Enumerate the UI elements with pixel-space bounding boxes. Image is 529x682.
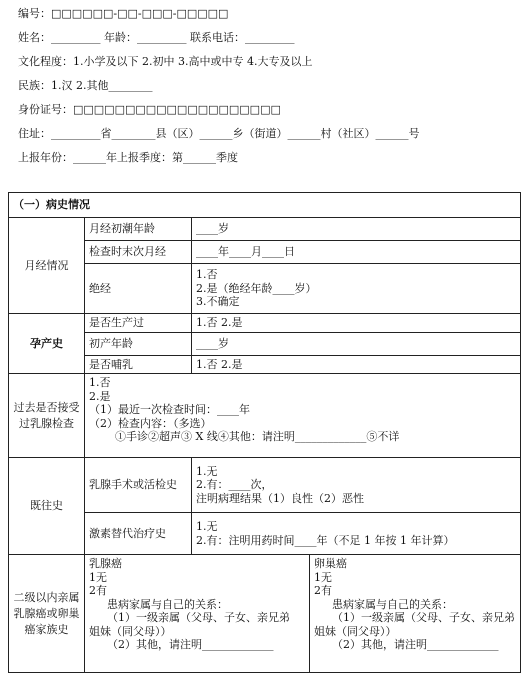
- menopause-option-2[interactable]: 2.是（绝经年龄____岁）: [196, 281, 317, 295]
- section-title-row: [9, 193, 521, 218]
- surgery-biopsy-label: 乳腺手术或活检史: [85, 458, 192, 513]
- table-row: [9, 513, 521, 555]
- given-birth-label: 是否生产过: [85, 314, 192, 333]
- id-number-field[interactable]: 身份证号：□□□□□□□□□□□□□□□□□□□□: [18, 103, 281, 116]
- surgery-biopsy-options[interactable]: [192, 458, 521, 513]
- breast-cancer-line-5[interactable]: 姐妹（同父母））: [89, 624, 172, 638]
- table-row: [9, 555, 521, 673]
- prior-exam-line-3[interactable]: （1）最近一次检查时间：____年: [89, 403, 250, 416]
- menarche-age-label: 月经初潮年龄: [85, 218, 192, 241]
- education-field[interactable]: 文化程度：1.小学及以下 2.初中 3.高中或中专 4.大专及以上: [18, 55, 313, 68]
- table-row: [9, 314, 521, 333]
- table-row: [9, 241, 521, 264]
- ovarian-cancer-family-history[interactable]: [310, 555, 521, 673]
- hrt-label: 激素替代治疗史: [85, 513, 192, 555]
- ovarian-cancer-line-4[interactable]: （1）一级亲属（父母、子女、亲兄弟: [332, 611, 515, 624]
- breast-cancer-line-4[interactable]: （1）一级亲属（父母、子女、亲兄弟: [107, 611, 290, 624]
- family-history-label: 二级以内亲属乳腺癌或卵巢癌家族史: [9, 555, 85, 673]
- hrt-options[interactable]: [192, 513, 521, 555]
- breastfeeding-options[interactable]: 1.否 2.是: [192, 355, 521, 374]
- section-title: （一）病史情况: [9, 193, 521, 218]
- breast-cancer-line-6[interactable]: （2）其他，请注明_____________: [107, 638, 274, 651]
- prior-exam-label: 过去是否接受过乳腺检查: [9, 374, 85, 458]
- table-row: [9, 355, 521, 374]
- menopause-option-1[interactable]: 1.否: [196, 268, 218, 282]
- ovarian-cancer-line-3: 患病家属与自己的关系：: [332, 597, 453, 611]
- ovarian-cancer-line-2[interactable]: 2有: [314, 584, 332, 597]
- ovarian-cancer-title: 卵巢癌: [314, 557, 347, 570]
- breast-cancer-family-history[interactable]: [85, 555, 310, 673]
- menopause-option-3[interactable]: 3.不确定: [196, 295, 240, 309]
- surgery-line-3[interactable]: 注明病理结果（1）良性（2）恶性: [196, 491, 364, 505]
- report-time-field[interactable]: 上报年份：______年上报季度：第______季度: [18, 151, 238, 164]
- prior-exam-line-1[interactable]: 1.否: [89, 376, 111, 389]
- breast-cancer-line-2[interactable]: 2有: [89, 584, 107, 597]
- prior-exam-line-5[interactable]: ①手诊②超声③ X 线④其他：请注明_____________⑤不详: [115, 430, 400, 443]
- breastfeeding-label: 是否哺乳: [85, 355, 192, 374]
- medical-history-table: [8, 192, 521, 673]
- ovarian-cancer-line-5[interactable]: 姐妹（同父母））: [314, 624, 397, 638]
- ovarian-cancer-line-6[interactable]: （2）其他，请注明_____________: [332, 638, 499, 651]
- table-row: [9, 332, 521, 355]
- breast-cancer-title: 乳腺癌: [89, 557, 122, 570]
- address-field[interactable]: 住址：_________省________县（区）______乡（街道）______村（社区）______号: [18, 127, 420, 140]
- table-row: [9, 458, 521, 513]
- hrt-line-2[interactable]: 2.有：注明用药时间____年（不足 1 年按 1 年计算）: [196, 533, 455, 547]
- surgery-line-1[interactable]: 1.无: [196, 464, 218, 478]
- prior-exam-options[interactable]: [85, 374, 521, 458]
- breast-cancer-line-1[interactable]: 1无: [89, 570, 107, 584]
- menarche-age-field[interactable]: ____岁: [192, 218, 521, 241]
- past-history-label: 既往史: [9, 458, 85, 555]
- menopause-label: 绝经: [85, 264, 192, 314]
- table-row: [9, 264, 521, 314]
- prior-exam-line-4: （2）检查内容：（多选）: [89, 416, 212, 430]
- name-age-phone-field[interactable]: 姓名：_________ 年龄：_________ 联系电话：_________: [18, 31, 295, 44]
- table-row: [9, 374, 521, 458]
- last-period-field[interactable]: ____年____月____日: [192, 241, 521, 264]
- ovarian-cancer-line-1[interactable]: 1无: [314, 570, 332, 584]
- menopause-options[interactable]: [192, 264, 521, 314]
- first-birth-age-field[interactable]: ____岁: [192, 332, 521, 355]
- surgery-line-2[interactable]: 2.有：____次，: [196, 478, 273, 492]
- table-row: [9, 218, 521, 241]
- pregnancy-label: 孕产史: [9, 314, 85, 374]
- given-birth-options[interactable]: 1.否 2.是: [192, 314, 521, 333]
- menstrual-label: 月经情况: [9, 218, 85, 314]
- first-birth-age-label: 初产年龄: [85, 332, 192, 355]
- breast-cancer-line-3: 患病家属与自己的关系：: [107, 597, 228, 611]
- serial-number-field[interactable]: 编号：□□□□□□-□□-□□□-□□□□□: [18, 7, 229, 20]
- ethnicity-field[interactable]: 民族：1.汉 2.其他________: [18, 79, 153, 92]
- last-period-label: 检查时末次月经: [85, 241, 192, 264]
- hrt-line-1[interactable]: 1.无: [196, 520, 218, 533]
- prior-exam-line-2[interactable]: 2.是: [89, 389, 111, 403]
